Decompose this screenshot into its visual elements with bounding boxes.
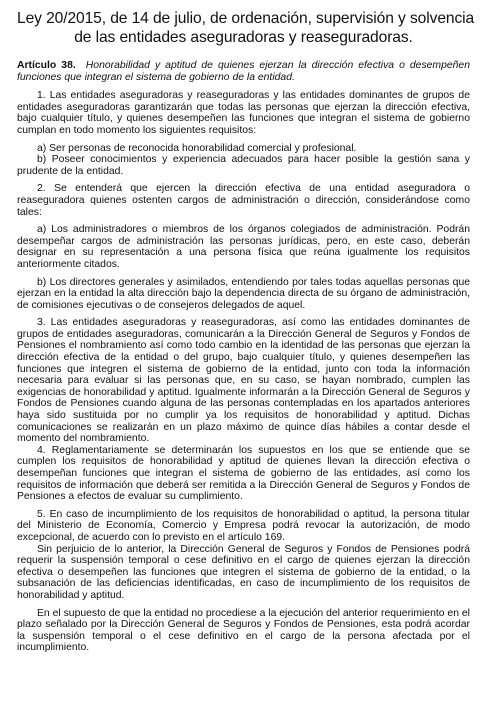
paragraph-2a: a) Los administradores o miembros de los órganos colegiados de administración. Podrán desempeñar cargos de administración las personas jurídicas, pero, en este caso, deberán designar en su representación a una persona física que reúna igualmente los requisitos anteriormente citados. [17,224,470,270]
article-heading-text: Honorabilidad y aptitud de quienes ejerzan la dirección efectiva o desempeñen funciones que integran el sistema de gobierno de la entidad. [17,60,470,83]
paragraph-4: 4. Reglamentariamente se determinarán los supuestos en los que se entiende que se cumplen los requisitos de honorabilidad y aptitud de quienes llevan la dirección efectiva o desempeñan funciones que integran el sistema de gobierno de las entidades, así como los requisitos de información que deberá ser remitida a la Dirección General de Seguros y Fondos de Pensiones a efectos de evaluar su cumplimiento. [17,444,470,503]
article-heading [17,60,470,83]
paragraph-2b: b) Los directores generales y asimilados, entendiendo por tales todas aquellas personas que ejerzan en la entidad la alta dirección bajo la dependencia directa de su órgano de administración, de comisiones ejecutivas o de consejeros delegados de aquel. [17,276,470,311]
paragraph-3: 3. Las entidades aseguradoras y reaseguradoras, así como las entidades dominantes de grupos de entidades aseguradoras, comunicarán a la Dirección General de Seguros y Fondos de Pensiones el nombramiento así como todo cambio en la identidad de las personas que ejerzan la dirección efectiva de la entidad o del grupo, bajo cualquier título, y quienes desempeñen las funciones que integren el sistema de gobierno de la entidad, junto con toda la información necesaria para evaluar si las personas que, en su caso, se hayan nombrado, cumplen las exigencias de honorabilidad y aptitud. Igualmente informarán a la Dirección General de Seguros y Fondos de Pensiones cuando alguna de las personas contempladas en los apartados anteriores haya sido sustituida por no cumplir ya los requisitos de honorabilidad y aptitud. Dichas comunicaciones se realizarán en un plazo máximo de quince días hábiles a contar desde el momento del nombramiento. [17,317,470,445]
article-label: Artículo 38. [17,60,76,71]
paragraph-1: 1. Las entidades aseguradoras y reaseguradoras y las entidades dominantes de grupos de entidades aseguradoras garantizarán que todas las personas que ejerzan la dirección efectiva, bajo cualquier título, y quienes desempeñen las funciones que integran el sistema de gobierno cumplan en todo momento los siguientes requisitos: [17,90,470,136]
document-title [17,9,475,47]
paragraph-5: 5. En caso de incumplimiento de los requisitos de honorabilidad o aptitud, la persona titular del Ministerio de Economía, Comercio y Empresa podrá revocar la autorización, de modo excepcional, de acuerdo con lo previsto en el artículo 169. [17,508,470,543]
title-line-1: Ley 20/2015, de 14 de julio, de ordenación, supervisión y solvencia [17,10,475,27]
paragraph-5-final: En el supuesto de que la entidad no procediese a la ejecución del anterior requerimiento en el plazo señalado por la Dirección General de Seguros y Fondos de Pensiones, esta podrá acordar la suspensión temporal o el cese definitivo en el cargo de la persona afectada por el incumplimiento. [17,607,470,654]
paragraph-1b: b) Poseer conocimientos y experiencia adecuados para hacer posible la gestión sana y prudente de la entidad. [17,154,470,177]
title-line-2: de las entidades aseguradoras y reaseguradoras. [74,29,413,46]
paragraph-1a: a) Ser personas de reconocida honorabilidad comercial y profesional. [37,142,357,154]
paragraph-5-continued: Sin perjuicio de lo anterior, la Dirección General de Seguros y Fondos de Pensiones podrá requerir la suspensión temporal o cese definitivo en el cargo de quienes ejerzan la dirección efectiva o desempeñen las funciones que integren el sistema de gobierno de la entidad, o la subsanación de las deficiencias identificadas, en caso de incumplimiento de los requisitos de honorabilidad y aptitud. [17,543,470,601]
paragraph-2: 2. Se entenderá que ejercen la dirección efectiva de una entidad aseguradora o reaseguradora quienes ostenten cargos de administración o dirección, considerándose como tales: [17,183,470,218]
